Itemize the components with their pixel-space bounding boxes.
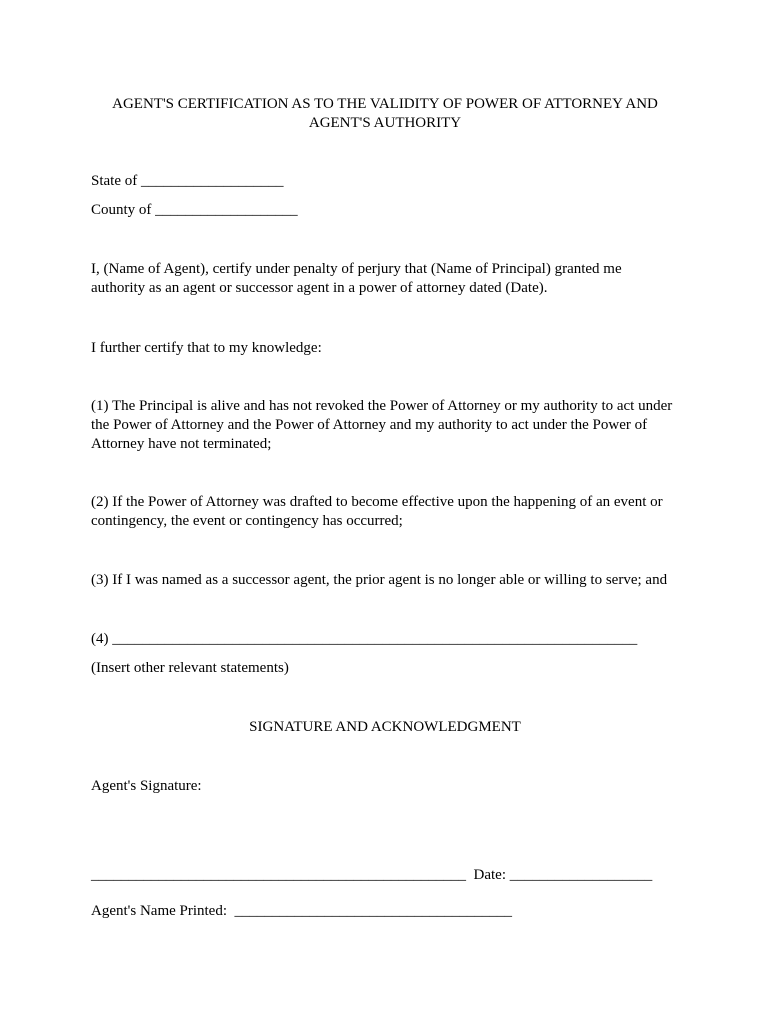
county-field: County of ___________________: [91, 202, 298, 218]
item-1-line-1: (1) The Principal is alive and has not revoked the Power of Attorney or my authority to act under: [91, 398, 673, 414]
document-title-line-1: AGENT'S CERTIFICATION AS TO THE VALIDITY OF POWER OF ATTORNEY AND: [112, 96, 658, 112]
document-title-line-2: AGENT'S AUTHORITY: [308, 115, 462, 131]
intro-paragraph-line-1: I, (Name of Agent), certify under penalty of perjury that (Name of Principal) granted me: [91, 261, 622, 277]
item-4-field: (4) ______________________________________________________________________: [91, 631, 638, 647]
item-2-line-2: contingency, the event or contingency has occurred;: [91, 513, 403, 529]
state-field: State of ___________________: [91, 173, 284, 189]
item-2-line-1: (2) If the Power of Attorney was drafted to become effective upon the happening of an event or: [91, 494, 663, 510]
signature-date-line: __________________________________________________ Date: ___________________: [91, 867, 653, 883]
item-1-line-3: Attorney have not terminated;: [91, 436, 272, 452]
intro-paragraph-line-2: authority as an agent or successor agent in a power of attorney dated (Date).: [91, 280, 548, 296]
agent-signature-label: Agent's Signature:: [91, 778, 202, 794]
signature-heading: SIGNATURE AND ACKNOWLEDGMENT: [249, 719, 521, 735]
agent-name-printed-field: Agent's Name Printed: _____________________________________: [91, 903, 513, 919]
item-1-line-2: the Power of Attorney and the Power of Attorney and my authority to act under the Power of: [91, 417, 648, 433]
item-3-text: (3) If I was named as a successor agent, the prior agent is no longer able or willing to serve; and: [91, 572, 668, 588]
further-certify-text: I further certify that to my knowledge:: [91, 340, 322, 356]
item-4-note: (Insert other relevant statements): [91, 660, 289, 676]
